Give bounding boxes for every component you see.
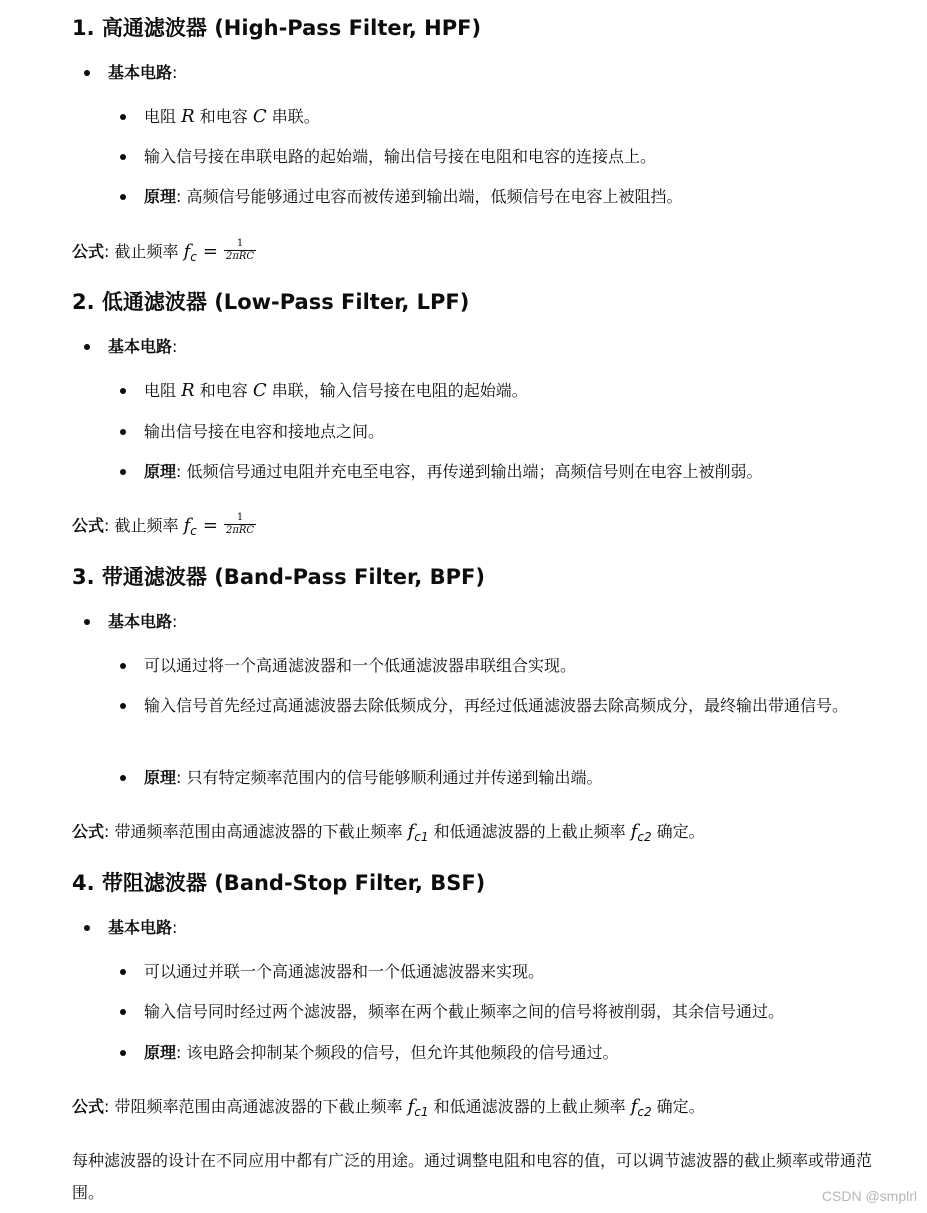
section-title-hpf: 1. 高通滤波器 (High-Pass Filter, HPF) xyxy=(72,16,482,40)
watermark: CSDN @smplrl xyxy=(821,1188,917,1204)
lpf-item-io: 输出信号接在电容和接地点之间。 xyxy=(144,422,385,441)
bullet-icon xyxy=(120,114,126,120)
bsf-item-parallel: 可以通过并联一个高通滤波器和一个低通滤波器来实现。 xyxy=(144,962,545,981)
cutoff-fraction: $\frac{1}{\text{2πRC}}$ xyxy=(225,238,255,262)
conclusion-paragraph: 每种滤波器的设计在不同应用中都有广泛的用途。通过调整电阻和电容的值，可以调节滤波器的截止频率或带通范围。 xyxy=(72,1151,873,1202)
cutoff-fraction: $\frac{1}{\text{2πRC}}$ xyxy=(225,512,255,536)
bpf-basic-circuit-label: 基本电路: xyxy=(108,612,178,631)
bpf-item-series: 可以通过将一个高通滤波器和一个低通滤波器串联组合实现。 xyxy=(144,656,577,675)
hpf-item-io: 输入信号接在串联电路的起始端，输出信号接在电阻和电容的连接点上。 xyxy=(144,147,657,166)
bsf-item-io: 输入信号同时经过两个滤波器，频率在两个截止频率之间的信号将被削弱，其余信号通过。 xyxy=(144,1002,785,1021)
hpf-basic-circuit-label: 基本电路: xyxy=(108,63,178,82)
lpf-formula: 公式: 截止频率 $f_c$ = $\frac{1}{\text{2πRC}}$ xyxy=(72,512,255,538)
bullet-icon xyxy=(120,194,126,200)
bsf-principle: 原理: 该电路会抑制某个频段的信号，但允许其他频段的信号通过。 xyxy=(144,1043,619,1062)
lpf-item-series: 电阻 R 和电容 C 串联，输入信号接在电阻的起始端。 xyxy=(144,380,528,401)
section-title-bsf: 4. 带阻滤波器 (Band-Stop Filter, BSF) xyxy=(72,871,486,895)
section-title-lpf: 2. 低通滤波器 (Low-Pass Filter, LPF) xyxy=(72,290,470,314)
lpf-basic-circuit-label: 基本电路: xyxy=(108,337,178,356)
bullet-icon xyxy=(84,619,90,625)
bullet-icon xyxy=(120,969,126,975)
section-title-bpf: 3. 带通滤波器 (Band-Pass Filter, BPF) xyxy=(72,565,485,589)
bullet-icon xyxy=(120,1050,126,1056)
bullet-icon xyxy=(120,663,126,669)
bullet-icon xyxy=(84,70,90,76)
hpf-formula: 公式: 截止频率 $f_c$ = $\frac{1}{\text{2πRC}}$ xyxy=(72,238,255,264)
bullet-icon xyxy=(120,388,126,394)
lpf-principle: 原理: 低频信号通过电阻并充电至电容，再传递到输出端；高频信号则在电容上被削弱。 xyxy=(144,462,763,481)
hpf-principle: 原理: 高频信号能够通过电容而被传递到输出端，低频信号在电容上被阻挡。 xyxy=(144,187,683,206)
hpf-item-series: 电阻 R 和电容 C 串联。 xyxy=(144,106,320,127)
bsf-formula: 公式: 带阻频率范围由高通滤波器的下截止频率 $f_{c1}$ 和低通滤波器的上截止频率 $f_{c2}$ 确定。 xyxy=(72,1096,705,1119)
bullet-icon xyxy=(120,1009,126,1015)
bullet-icon xyxy=(120,775,126,781)
bullet-icon xyxy=(120,469,126,475)
bullet-icon xyxy=(120,703,126,709)
bpf-item-io: 输入信号首先经过高通滤波器去除低频成分，再经过低通滤波器去除高频成分，最终输出带通信号。 xyxy=(144,696,849,715)
bullet-icon xyxy=(84,925,90,931)
bullet-icon xyxy=(120,429,126,435)
bpf-principle: 原理: 只有特定频率范围内的信号能够顺利通过并传递到输出端。 xyxy=(144,768,603,787)
bsf-basic-circuit-label: 基本电路: xyxy=(108,918,178,937)
bullet-icon xyxy=(120,154,126,160)
bullet-icon xyxy=(84,344,90,350)
bpf-formula: 公式: 带通频率范围由高通滤波器的下截止频率 $f_{c1}$ 和低通滤波器的上截止频率 $f_{c2}$ 确定。 xyxy=(72,821,705,844)
